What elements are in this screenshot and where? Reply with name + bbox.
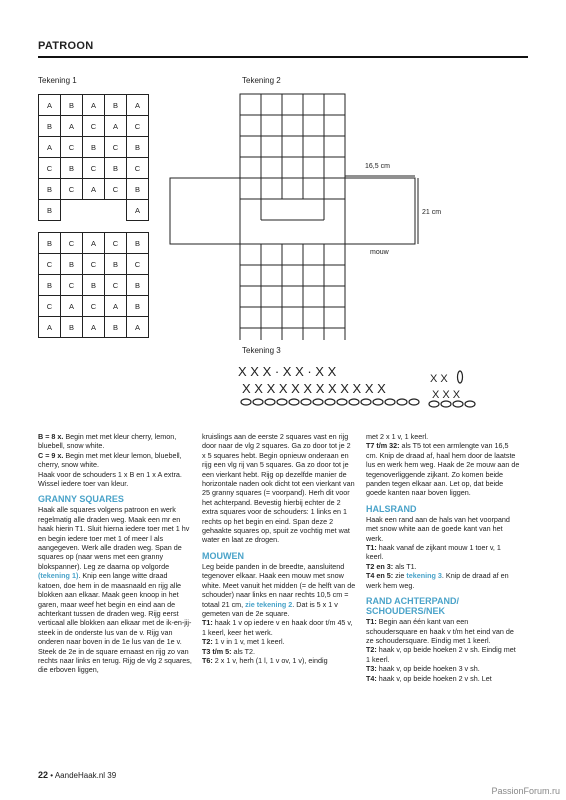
square-cell: B <box>39 200 61 221</box>
square-cell: A <box>83 179 105 200</box>
rand-t2-text: haak v, op beide hoeken 2 v sh. Eindig met 1 keerl. <box>366 645 516 664</box>
grid-row <box>39 254 149 275</box>
dim-width-label: 16,5 cm <box>365 163 390 170</box>
square-cell: A <box>127 95 149 116</box>
svg-text:X X X X X X X X X X X X: X X X X X X X X X X X X <box>242 381 386 396</box>
square-cell: B <box>83 137 105 158</box>
square-cell: A <box>61 296 83 317</box>
svg-text:X X X: X X X <box>432 389 461 401</box>
grid-row <box>39 275 149 296</box>
rand-t3: T3: <box>366 664 377 674</box>
count-b: B = 8 x. <box>38 432 64 441</box>
grid-row <box>39 179 149 200</box>
header-rule <box>38 56 528 58</box>
drawing2-caption: Tekening 2 <box>242 76 281 85</box>
grid-row <box>39 233 149 254</box>
col3-p3: Haak een rand aan de hals van het voorpand met snow white aan de goede kant van het werk. <box>366 514 510 543</box>
heading-schouders-nek: SCHOUDERS/NEK <box>366 606 446 617</box>
square-cell: A <box>39 317 61 338</box>
hals-t4-text2: . Knip de draad af en werk hem weg. <box>366 571 509 590</box>
square-cell: B <box>105 95 127 116</box>
square-cell: B <box>61 158 83 179</box>
square-cell: C <box>39 254 61 275</box>
grid-row <box>39 296 149 317</box>
square-cell: B <box>61 317 83 338</box>
grid-row <box>39 317 149 338</box>
col1-p1: Begin met met kleur cherry, lemon, bluebell, snow white. <box>38 432 177 451</box>
square-cell: A <box>39 137 61 158</box>
sleeve-label: mouw <box>370 249 389 256</box>
heading-mouwen: MOUWEN <box>202 550 244 561</box>
square-cell: C <box>39 296 61 317</box>
square-cell: B <box>39 233 61 254</box>
square-cell: C <box>61 275 83 296</box>
square-cell: B <box>105 158 127 179</box>
page-footer: 22 • AandeHaak.nl 39 <box>38 770 117 780</box>
dim-height-label: 21 cm <box>422 209 442 216</box>
grid-row <box>39 158 149 179</box>
grid-row <box>39 116 149 137</box>
square-cell: B <box>127 275 149 296</box>
square-cell: B <box>105 317 127 338</box>
row-t1: T1: <box>202 618 213 628</box>
text-column-1 <box>38 432 192 675</box>
hals-t1: T1: <box>366 543 377 553</box>
square-cell: C <box>127 158 149 179</box>
square-cell: B <box>127 179 149 200</box>
square-cell: B <box>127 233 149 254</box>
row-t7-32: T7 t/m 32: <box>366 441 400 451</box>
square-cell: C <box>83 296 105 317</box>
col2-p2b: . Dat is 5 x 1 v gemeten van de 2e square. <box>202 599 338 618</box>
square-cell: B <box>105 254 127 275</box>
page-title: PATROON <box>38 40 94 52</box>
row-t2: T2: <box>202 637 213 647</box>
heading-granny-squares: GRANNY SQUARES <box>38 494 124 505</box>
rand-t4-text: haak v, op beide hoeken 2 v sh. Let <box>376 673 492 683</box>
rand-t4: T4: <box>366 673 377 683</box>
square-cell <box>83 200 105 221</box>
heading-halsrand: HALSRAND <box>366 503 417 514</box>
square-cell <box>61 200 83 221</box>
hals-t2-text: als T1. <box>393 561 417 571</box>
row-t2-text: 1 v in 1 v, met 1 keerl. <box>212 637 285 647</box>
grid-row <box>39 137 149 158</box>
square-cell: C <box>61 179 83 200</box>
svg-text:X X X · X X · X X: X X X · X X · X X <box>238 364 337 379</box>
square-cell: A <box>83 233 105 254</box>
square-cell: C <box>83 158 105 179</box>
col2-p1: kruislings aan de eerste 2 squares vast en rijg door naar de vlg 2 squares. Ga zo door tot je 2 x 5 squares hebt. Begin opnieuw onderaan en rijg een vlg rij van 5 squares. Ga zo door tot je een vierkant hebt. Rijg op dezelfde manier de horizontale naden ook dicht tot een vierkant van 25 granny squares (= voorpand). Herh dit voor het achterpand. Bevestig hierbij echter de 2 extra squares voor de schouders: 1 links en 1 rechts op het begin en eind. Span deze 2 gehaakte squares op, spuit ze vochtig met wat water en laat ze drogen. <box>202 432 355 545</box>
col1-p3: Haak voor de schouders 1 x B en 1 x A extra. Wissel iedere toer van kleur. <box>38 469 182 489</box>
row-t6: T6: <box>202 655 213 665</box>
square-cell: C <box>127 116 149 137</box>
col2-p2a: Leg beide panden in de breedte, aansluitend tegenover elkaar. Haak een mouw met snow white. Meet vanuit het midden (= de helft van de schouder) naar links en naar rechts 10,5 cm = totaal 21 cm, <box>202 561 356 609</box>
svg-text:X X: X X <box>430 373 448 385</box>
rand-t1: T1: <box>366 617 377 627</box>
col1-p2: Begin met met kleur lemon, bluebell, cherry, snow white. <box>38 450 182 470</box>
heading-rand-achterpand: RAND ACHTERPAND/ <box>366 596 459 607</box>
ref-tekening-2: zie tekening 2 <box>245 599 293 609</box>
col3-p2: als T5 tot een armlengte van 16,5 cm. Knip de draad af, haal hem door de laatste lus en werk hem weg. Haak de 2e mouw aan de tegenoverliggende zijkant. Zo komen beide panden tegen elkaar aan. Let op, dat beide goede kanten naar boven liggen. <box>366 441 520 498</box>
count-c: C = 9 x. <box>38 450 64 460</box>
square-cell: C <box>83 116 105 137</box>
square-cell: C <box>83 254 105 275</box>
square-cell: C <box>61 137 83 158</box>
ref-tekening-3: tekening 3 <box>406 571 442 581</box>
hals-t1-text: haak vanaf de zijkant mouw 1 toer v, 1 keerl. <box>366 543 501 562</box>
watermark: PassionForum.ru <box>491 786 560 796</box>
square-cell: A <box>105 116 127 137</box>
hals-t4-text: zie <box>393 571 407 581</box>
square-cell: A <box>39 95 61 116</box>
drawing1-grid-bottom <box>38 232 149 338</box>
square-cell: A <box>61 116 83 137</box>
square-cell: B <box>83 275 105 296</box>
ref-tekening-1: (tekening 1) <box>38 571 79 581</box>
square-cell: A <box>105 296 127 317</box>
text-column-2 <box>202 432 356 665</box>
square-cell <box>105 200 127 221</box>
row-t1-text: haak 1 v op iedere v en haak door t/m 45 v, 1 keerl, keer het werk. <box>202 618 353 637</box>
hals-t4: T4 en 5: <box>366 571 394 581</box>
square-cell: C <box>105 233 127 254</box>
col3-p1: met 2 x 1 v, 1 keerl. <box>366 432 429 441</box>
drawing1-caption: Tekening 1 <box>38 76 77 85</box>
square-cell: B <box>61 95 83 116</box>
square-cell: B <box>61 254 83 275</box>
square-cell: B <box>39 275 61 296</box>
square-cell: C <box>61 233 83 254</box>
col1-p4a: Haak alle squares volgens patroon en werk regelmatig alle draden weg. Maak een mr en haak hierin T1. Sluit hierna iedere toer met 1 hv en begin iedere toer met 1 of meer l als aangegeven. Werk alle draden weg. Span de squares op (naar wens met een granny blokspanner). Leg ze daarna op volgorde <box>38 505 190 571</box>
hals-t2: T2 en 3: <box>366 561 394 571</box>
rand-t2: T2: <box>366 645 377 655</box>
square-cell: A <box>127 317 149 338</box>
rand-t3-text: haak v, op beide hoeken 3 v sh. <box>376 664 480 674</box>
magazine-name: AandeHaak.nl 39 <box>54 771 117 780</box>
square-cell: B <box>39 179 61 200</box>
square-cell: C <box>39 158 61 179</box>
drawing1-grid-top <box>38 94 149 221</box>
square-cell: C <box>105 275 127 296</box>
drawing3-stitch-chart <box>234 362 494 412</box>
square-cell: A <box>83 317 105 338</box>
square-cell: B <box>39 116 61 137</box>
col1-p4b: . Knip een lange witte draad katoen, doe hem in de maasnaald en rijg alle blokken aan elkaar. Maak geen knoop in het garen, maar weef het begin en eind aan de achterkant tussen de draden weg. Rijg eerst verticaal alle blokken aan elkaar met de ik-en-jij-steek in de onderste lus van de v. Rijg van onderen naar boven in de 1e lus van de 1e v. Steek de 2e in de square ernaast en rijg zo van rechts naar links en terug. Rijg de vlg 2 squares, die erboven liggen, <box>38 571 192 675</box>
square-cell: C <box>105 179 127 200</box>
row-t6-text: 2 x 1 v, herh (1 l, 1 v ov, 1 v), eindig <box>212 655 328 665</box>
row-t3: T3 t/m 5: <box>202 646 232 656</box>
square-cell: A <box>83 95 105 116</box>
grid-row <box>39 95 149 116</box>
square-cell: A <box>127 200 149 221</box>
grid-row <box>39 200 149 221</box>
square-cell: B <box>127 137 149 158</box>
square-cell: B <box>127 296 149 317</box>
rand-t1-text: Begin aan één kant van een schoudersquare en haak v t/m het eind van de ze schoudersquare. Eindig met 1 keerl. <box>366 617 514 645</box>
square-cell: C <box>127 254 149 275</box>
drawing2-diagram <box>160 90 460 340</box>
text-column-3 <box>366 432 520 683</box>
row-t3-text: als T2. <box>231 646 255 656</box>
drawing3-caption: Tekening 3 <box>242 346 281 355</box>
square-cell: C <box>105 137 127 158</box>
page-number: 22 <box>38 770 49 780</box>
